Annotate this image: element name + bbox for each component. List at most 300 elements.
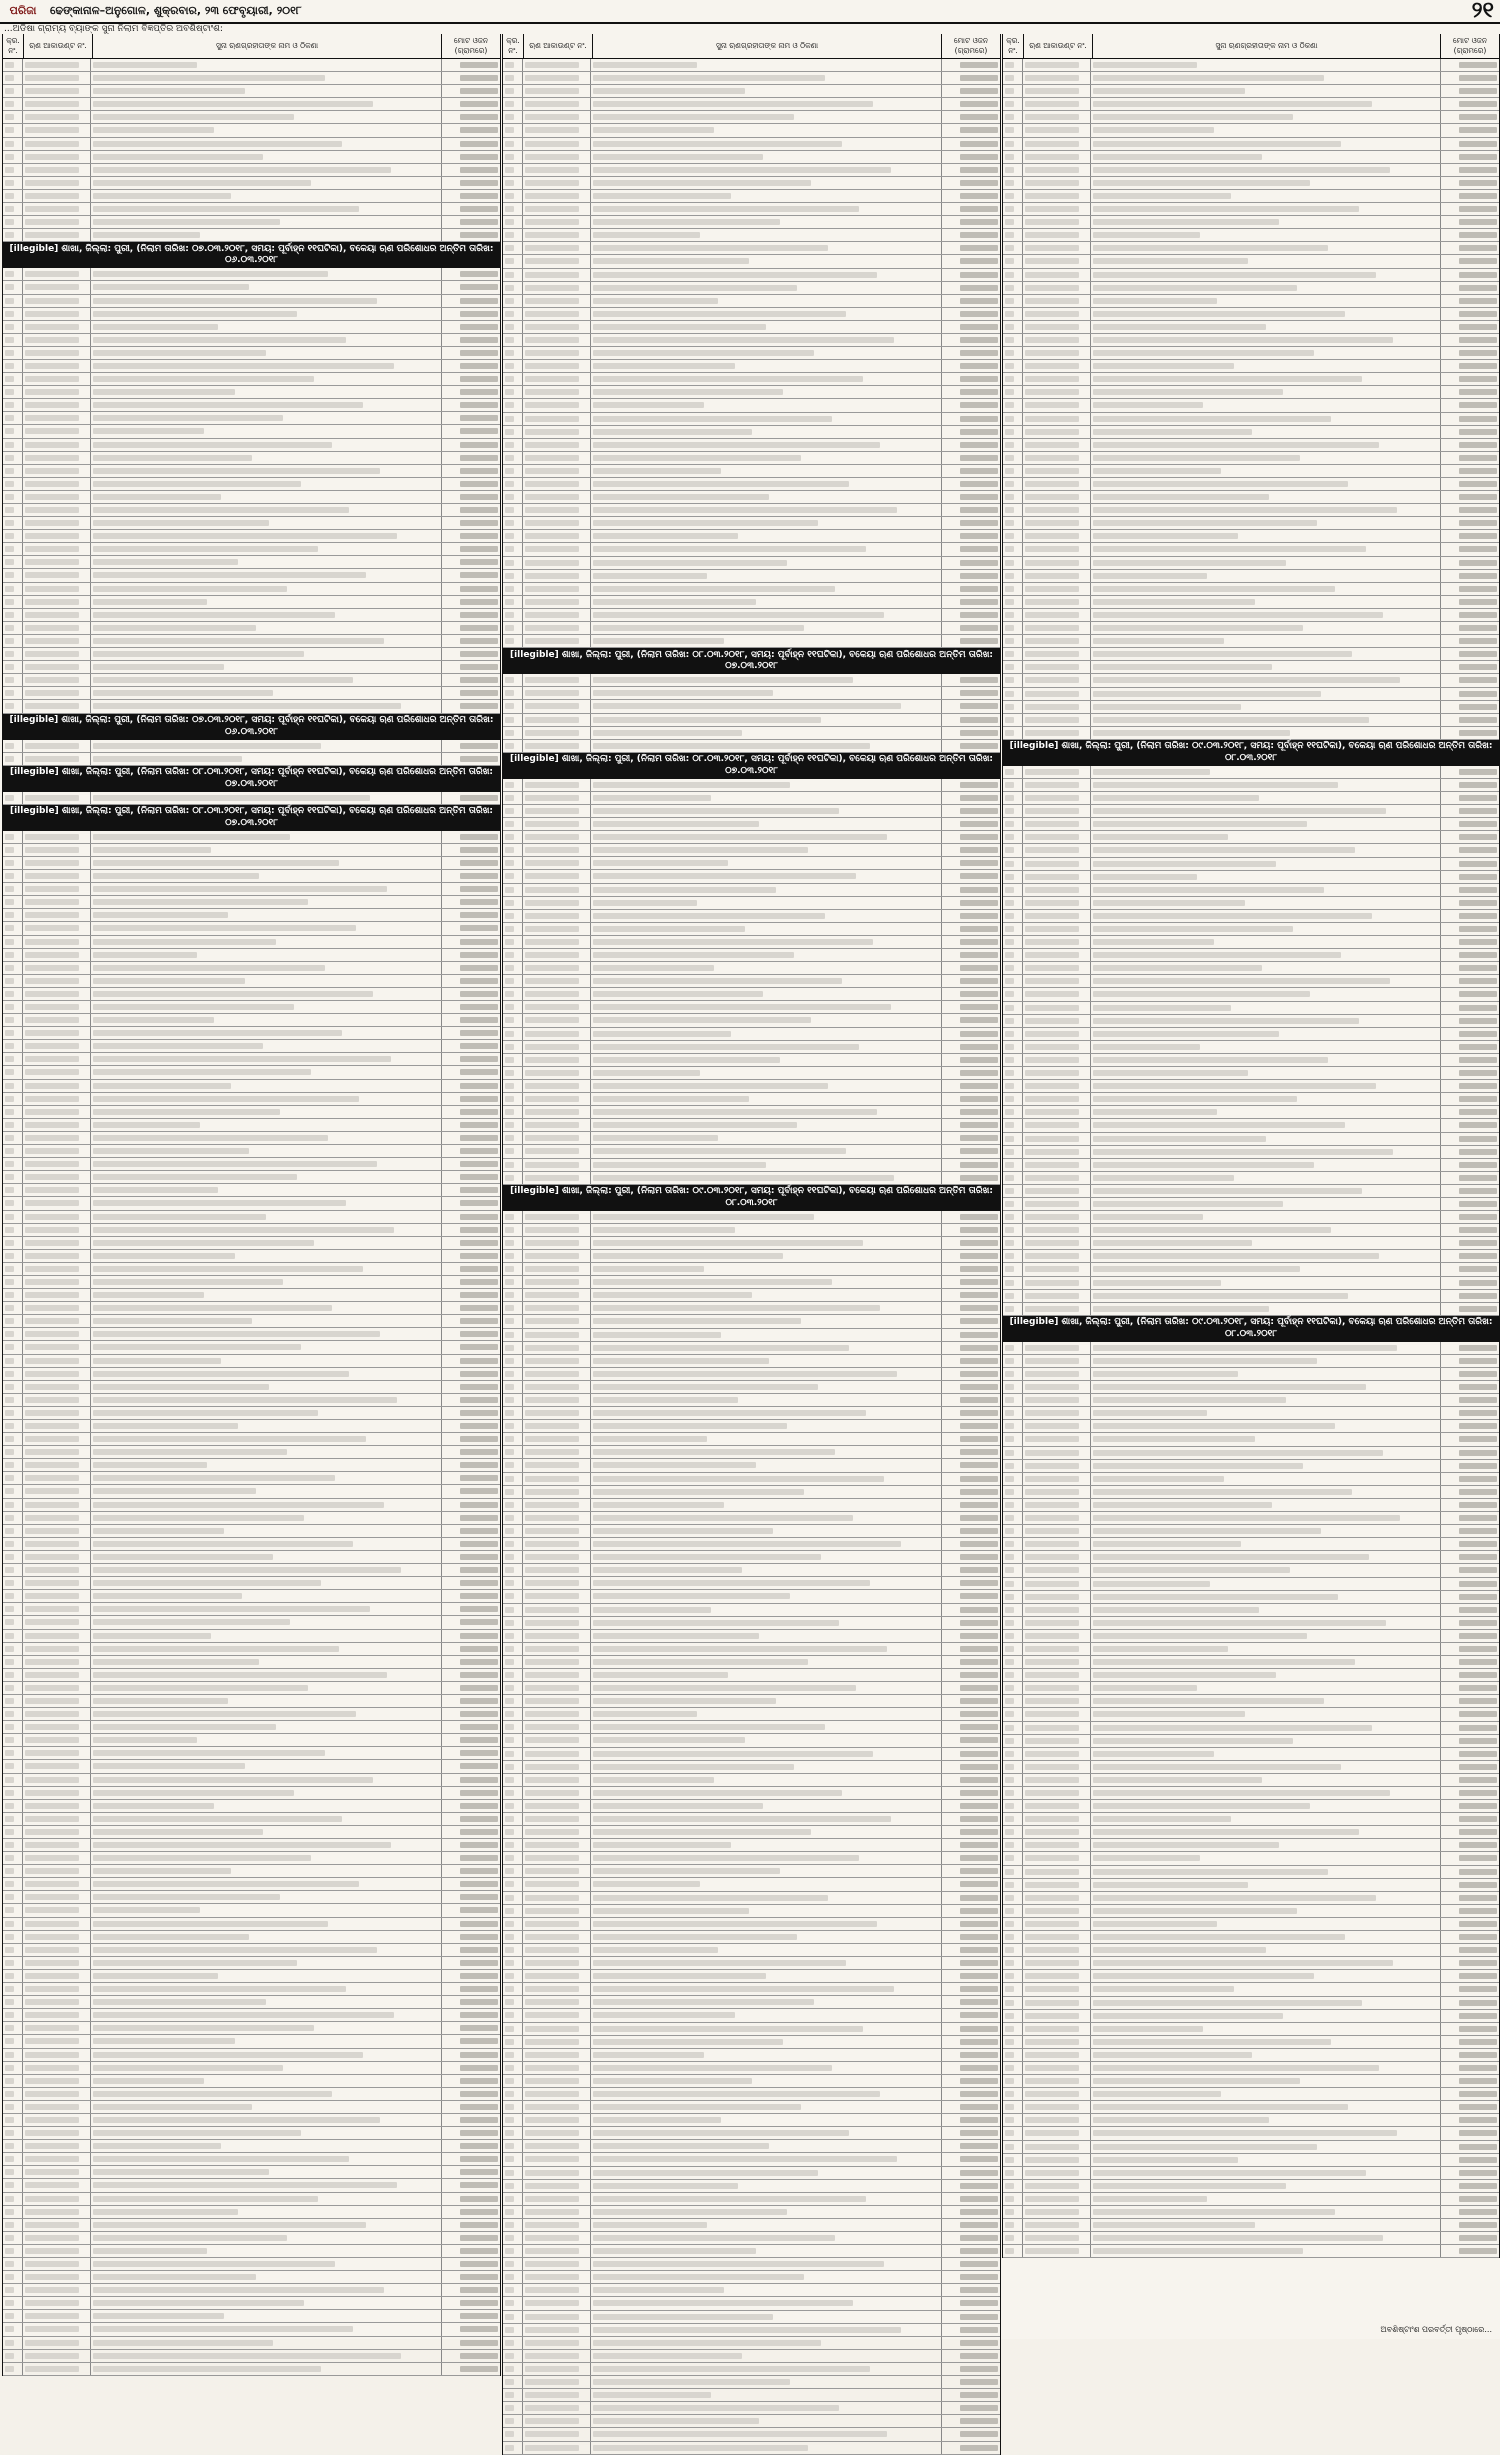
cell-account [523, 936, 591, 948]
cell-account [23, 2245, 91, 2257]
table-rows [1003, 59, 1499, 2258]
cell-borrower [1091, 1944, 1441, 1956]
illegible-text [1005, 75, 1014, 81]
table-row [1003, 1905, 1499, 1918]
illegible-text [505, 533, 514, 539]
illegible-text [460, 88, 498, 94]
illegible-text [1459, 1869, 1497, 1875]
cell-account [23, 386, 91, 398]
cell-sl [503, 727, 523, 739]
illegible-text [1005, 363, 1014, 369]
illegible-text [5, 1069, 14, 1075]
illegible-text [960, 586, 998, 592]
illegible-text [5, 559, 14, 565]
cell-account [523, 1342, 591, 1354]
cell-amount [942, 1486, 1000, 1498]
illegible-text [593, 167, 891, 173]
cell-sl [503, 1211, 523, 1223]
illegible-text [1093, 1240, 1252, 1246]
cell-borrower [91, 425, 442, 437]
illegible-text [593, 690, 773, 696]
illegible-text [960, 1685, 998, 1691]
cell-amount [942, 1564, 1000, 1576]
illegible-text [1005, 272, 1014, 278]
illegible-text [505, 1449, 514, 1455]
illegible-text [593, 1908, 749, 1914]
cell-account [23, 1197, 91, 1209]
cell-borrower [1091, 1303, 1441, 1315]
illegible-text [25, 546, 79, 552]
illegible-text [505, 1921, 514, 1927]
cell-sl [503, 2363, 523, 2375]
illegible-text [1459, 1607, 1497, 1613]
illegible-text [1093, 2078, 1300, 2084]
cell-sl [503, 674, 523, 686]
cell-sl [3, 216, 23, 228]
illegible-text [960, 2445, 998, 2451]
illegible-text [505, 2340, 514, 2346]
illegible-text [505, 2261, 514, 2267]
cell-amount [442, 1813, 500, 1825]
cell-sl [503, 1001, 523, 1013]
illegible-text [505, 1999, 514, 2005]
illegible-text [1093, 612, 1383, 618]
table-row [3, 2035, 500, 2048]
cell-borrower [1091, 766, 1441, 778]
illegible-text [1005, 808, 1014, 814]
cell-account [23, 1512, 91, 1524]
illegible-text [1025, 285, 1079, 291]
illegible-text [1025, 1607, 1079, 1613]
cell-amount [942, 2284, 1000, 2296]
illegible-text [1025, 1227, 1079, 1233]
cell-borrower [591, 2376, 942, 2388]
cell-amount [1441, 1695, 1499, 1707]
illegible-text [525, 1868, 579, 1874]
cell-account [523, 1525, 591, 1537]
table-row [1003, 988, 1499, 1001]
cell-borrower [1091, 1028, 1441, 1040]
cell-amount [442, 792, 500, 804]
illegible-text [1025, 494, 1079, 500]
cell-amount [442, 936, 500, 948]
cell-account [23, 177, 91, 189]
cell-sl [1003, 1447, 1023, 1459]
illegible-text [460, 219, 498, 225]
illegible-text [1093, 1554, 1369, 1560]
cell-amount [1441, 1342, 1499, 1354]
illegible-text [460, 899, 498, 905]
illegible-text [1459, 1515, 1497, 1521]
illegible-text [93, 939, 276, 945]
cell-sl [1003, 1211, 1023, 1223]
illegible-text [25, 141, 79, 147]
table-row [3, 844, 500, 857]
cell-account [23, 1787, 91, 1799]
cell-amount [1441, 1290, 1499, 1302]
cell-borrower [91, 268, 442, 280]
cell-amount [1441, 1447, 1499, 1459]
illegible-text [505, 1960, 514, 1966]
table-row [3, 1158, 500, 1171]
cell-account [1023, 1682, 1091, 1694]
cell-account [523, 910, 591, 922]
illegible-text [525, 520, 579, 526]
cell-borrower [591, 923, 942, 935]
illegible-text [593, 1318, 801, 1324]
illegible-text [93, 1161, 377, 1167]
cell-sl [1003, 1866, 1023, 1878]
illegible-text [593, 1266, 704, 1272]
cell-sl [3, 1420, 23, 1432]
illegible-text [1005, 1711, 1014, 1717]
table-row [503, 1473, 1000, 1486]
cell-amount [1441, 386, 1499, 398]
illegible-text [1459, 2170, 1497, 2176]
cell-account [523, 779, 591, 791]
table-row [3, 72, 500, 85]
table-row [503, 360, 1000, 373]
illegible-text [505, 1476, 514, 1482]
illegible-text [960, 873, 998, 879]
cell-borrower [591, 792, 942, 804]
illegible-text [505, 1070, 514, 1076]
illegible-text [960, 376, 998, 382]
illegible-text [93, 180, 311, 186]
table-row [1003, 1643, 1499, 1656]
cell-borrower [1091, 1447, 1441, 1459]
illegible-text [5, 1868, 14, 1874]
cell-sl [1003, 1787, 1023, 1799]
cell-account [1023, 2232, 1091, 2244]
illegible-text [5, 127, 14, 133]
cell-amount [942, 426, 1000, 438]
cell-borrower [1091, 2114, 1441, 2126]
illegible-text [525, 1816, 579, 1822]
cell-borrower [591, 269, 942, 281]
table-row [3, 1852, 500, 1865]
illegible-text [5, 1371, 14, 1377]
header-account: ଋଣ ଆକାଉଣ୍ଟ ନଂ. [524, 34, 593, 58]
illegible-text [1459, 311, 1497, 317]
illegible-text [5, 2235, 14, 2241]
illegible-text [1093, 939, 1214, 945]
cell-borrower [591, 1538, 942, 1550]
illegible-text [960, 101, 998, 107]
illegible-text [593, 808, 839, 814]
illegible-text [1025, 586, 1079, 592]
illegible-text [960, 389, 998, 395]
cell-amount [942, 1289, 1000, 1301]
illegible-text [93, 1279, 283, 1285]
cell-amount [942, 714, 1000, 726]
cell-account [523, 1800, 591, 1812]
cell-sl [503, 1342, 523, 1354]
table-row [1003, 1368, 1499, 1381]
illegible-text [1025, 1960, 1079, 1966]
illegible-text [1459, 1777, 1497, 1783]
cell-amount [942, 1420, 1000, 1432]
table-row [503, 98, 1000, 111]
illegible-text [1025, 887, 1079, 893]
cell-amount [442, 334, 500, 346]
illegible-text [505, 2012, 514, 2018]
illegible-text [525, 978, 579, 984]
cell-amount [1441, 2023, 1499, 2035]
illegible-text [593, 337, 894, 343]
cell-borrower [591, 1499, 942, 1511]
table-row [1003, 2088, 1499, 2101]
cell-borrower [591, 295, 942, 307]
illegible-text [93, 2091, 332, 2097]
cell-sl [503, 124, 523, 136]
cell-amount [442, 922, 500, 934]
illegible-text [460, 1436, 498, 1442]
illegible-text [460, 1410, 498, 1416]
table-row [503, 1787, 1000, 1800]
cell-borrower [591, 504, 942, 516]
illegible-text [460, 1475, 498, 1481]
illegible-text [593, 1646, 887, 1652]
table-row [1003, 1080, 1499, 1093]
cell-borrower [591, 465, 942, 477]
illegible-text [1005, 141, 1014, 147]
branch-auction-banner: [illegible] ଶାଖା, ଜିଲ୍ଲା: ପୁରୀ, (ନିଲାମ ତାରିଖ: ୦୮.୦୩.୨୦୧୮, ସମୟ: ପୂର୍ବାହ୍ନ ୧୧ଘଟିକା), ବକେୟା ଋଣ ପରିଶୋଧର ଅନ୍ତିମ ତାରିଖ: ୦୭.୦୩.୨୦୧୮ [3, 805, 500, 831]
illegible-text [5, 743, 14, 749]
illegible-text [593, 520, 818, 526]
table-row [1003, 1852, 1499, 1865]
illegible-text [1459, 1109, 1497, 1115]
cell-account [23, 1747, 91, 1759]
cell-borrower [591, 1473, 942, 1485]
illegible-text [1005, 376, 1014, 382]
cell-sl [1003, 2049, 1023, 2061]
cell-account [23, 648, 91, 660]
cell-borrower [91, 2166, 442, 2178]
cell-account [523, 700, 591, 712]
cell-amount [942, 2193, 1000, 2205]
illegible-text [93, 638, 384, 644]
illegible-text [93, 1423, 238, 1429]
table-row [1003, 478, 1499, 491]
illegible-text [505, 690, 514, 696]
cell-account [1023, 1564, 1091, 1576]
cell-sl [1003, 805, 1023, 817]
illegible-text [1025, 1698, 1079, 1704]
illegible-text [505, 2353, 514, 2359]
cell-borrower [591, 1734, 942, 1746]
cell-borrower [91, 870, 442, 882]
illegible-text [1025, 1031, 1079, 1037]
table-row [1003, 1604, 1499, 1617]
cell-borrower [91, 2284, 442, 2296]
table-row [1003, 1093, 1499, 1106]
cell-amount [942, 59, 1000, 71]
cell-borrower [591, 1787, 942, 1799]
cell-amount [442, 1485, 500, 1497]
illegible-text [1459, 769, 1497, 775]
illegible-text [1005, 664, 1014, 670]
table-row [503, 2389, 1000, 2402]
cell-sl [503, 1748, 523, 1760]
illegible-text [1093, 1541, 1241, 1547]
cell-sl [503, 897, 523, 909]
illegible-text [505, 1620, 514, 1626]
cell-borrower [591, 1695, 942, 1707]
illegible-text [460, 664, 498, 670]
illegible-text [460, 978, 498, 984]
cell-amount [1441, 1826, 1499, 1838]
illegible-text [1025, 2013, 1079, 2019]
table-row [3, 177, 500, 190]
illegible-text [525, 638, 579, 644]
illegible-text [1093, 2065, 1379, 2071]
table-row [1003, 1839, 1499, 1852]
illegible-text [1459, 834, 1497, 840]
illegible-text [505, 494, 514, 500]
illegible-text [505, 2314, 514, 2320]
cell-account [23, 1250, 91, 1262]
illegible-text [460, 1868, 498, 1874]
table-row [1003, 2180, 1499, 2193]
cell-account [1023, 1185, 1091, 1197]
cell-account [23, 1066, 91, 1078]
illegible-text [525, 1554, 579, 1560]
cell-borrower [591, 2049, 942, 2061]
cell-amount [942, 2350, 1000, 2362]
cell-sl [3, 1446, 23, 1458]
illegible-text [1005, 1646, 1014, 1652]
cell-account [1023, 347, 1091, 359]
illegible-text [93, 1947, 377, 1953]
illegible-text [1093, 1816, 1231, 1822]
cell-borrower [1091, 1394, 1441, 1406]
cell-account [23, 2219, 91, 2231]
cell-sl [1003, 2062, 1023, 2074]
illegible-text [460, 1750, 498, 1756]
table-row [503, 988, 1000, 1001]
cell-sl [1003, 727, 1023, 739]
illegible-text [1093, 808, 1386, 814]
illegible-text [960, 743, 998, 749]
illegible-text [505, 913, 514, 919]
illegible-text [93, 455, 252, 461]
table-row [3, 2022, 500, 2035]
illegible-text [1025, 416, 1079, 422]
cell-amount [942, 857, 1000, 869]
illegible-text [5, 1790, 14, 1796]
cell-borrower [91, 1211, 442, 1223]
cell-borrower [591, 242, 942, 254]
cell-sl [1003, 1591, 1023, 1603]
illegible-text [25, 1672, 79, 1678]
illegible-text [460, 1580, 498, 1586]
cell-account [523, 1774, 591, 1786]
cell-amount [1441, 1015, 1499, 1027]
cell-sl [3, 1695, 23, 1707]
table-row [1003, 1669, 1499, 1682]
cell-borrower [91, 883, 442, 895]
table-rows [3, 59, 500, 2376]
illegible-text [93, 428, 204, 434]
cell-amount [1441, 1119, 1499, 1131]
illegible-text [25, 1279, 79, 1285]
illegible-text [1005, 1266, 1014, 1272]
illegible-text [593, 1895, 828, 1901]
cell-account [523, 1211, 591, 1223]
illegible-text [93, 1331, 380, 1337]
cell-amount [942, 190, 1000, 202]
illegible-text [93, 1056, 391, 1062]
cell-amount [942, 2088, 1000, 2100]
table-row [3, 936, 500, 949]
illegible-text [5, 1331, 14, 1337]
cell-sl [503, 1761, 523, 1773]
cell-borrower [91, 1918, 442, 1930]
cell-sl [3, 1603, 23, 1615]
illegible-text [1025, 481, 1079, 487]
illegible-text [525, 1345, 579, 1351]
illegible-text [1005, 1188, 1014, 1194]
cell-borrower [1091, 2075, 1441, 2087]
cell-amount [442, 896, 500, 908]
illegible-text [593, 1031, 731, 1037]
cell-account [1023, 2023, 1091, 2035]
illegible-text [525, 455, 579, 461]
table-row [503, 373, 1000, 386]
illegible-text [1093, 2130, 1397, 2136]
illegible-text [1025, 1266, 1079, 1272]
illegible-text [93, 127, 214, 133]
cell-amount [442, 1760, 500, 1772]
cell-borrower [1091, 1290, 1441, 1302]
table-row [503, 439, 1000, 452]
cell-amount [942, 543, 1000, 555]
table-row [3, 1760, 500, 1773]
cell-amount [442, 1957, 500, 1969]
cell-sl [1003, 936, 1023, 948]
cell-borrower [91, 1904, 442, 1916]
illegible-text [593, 1462, 756, 1468]
illegible-text [1459, 730, 1497, 736]
cell-amount [1441, 347, 1499, 359]
table-row [1003, 242, 1499, 255]
illegible-text [525, 2156, 579, 2162]
cell-amount [1441, 1997, 1499, 2009]
cell-account [523, 1512, 591, 1524]
illegible-text [505, 258, 514, 264]
illegible-text [593, 2209, 787, 2215]
table-row [503, 2415, 1000, 2428]
illegible-text [593, 1816, 891, 1822]
cell-borrower [91, 543, 442, 555]
illegible-text [460, 586, 498, 592]
illegible-text [5, 2326, 14, 2332]
cell-account [523, 1577, 591, 1589]
illegible-text [960, 1122, 998, 1128]
cell-account [23, 2062, 91, 2074]
illegible-text [525, 1292, 579, 1298]
cell-sl [503, 1486, 523, 1498]
cell-amount [1441, 792, 1499, 804]
illegible-text [5, 2156, 14, 2162]
cell-account [1023, 478, 1091, 490]
cell-amount [1441, 805, 1499, 817]
illegible-text [93, 337, 346, 343]
cell-borrower [91, 1106, 442, 1118]
cell-sl [3, 229, 23, 241]
cell-amount [1441, 1381, 1499, 1393]
